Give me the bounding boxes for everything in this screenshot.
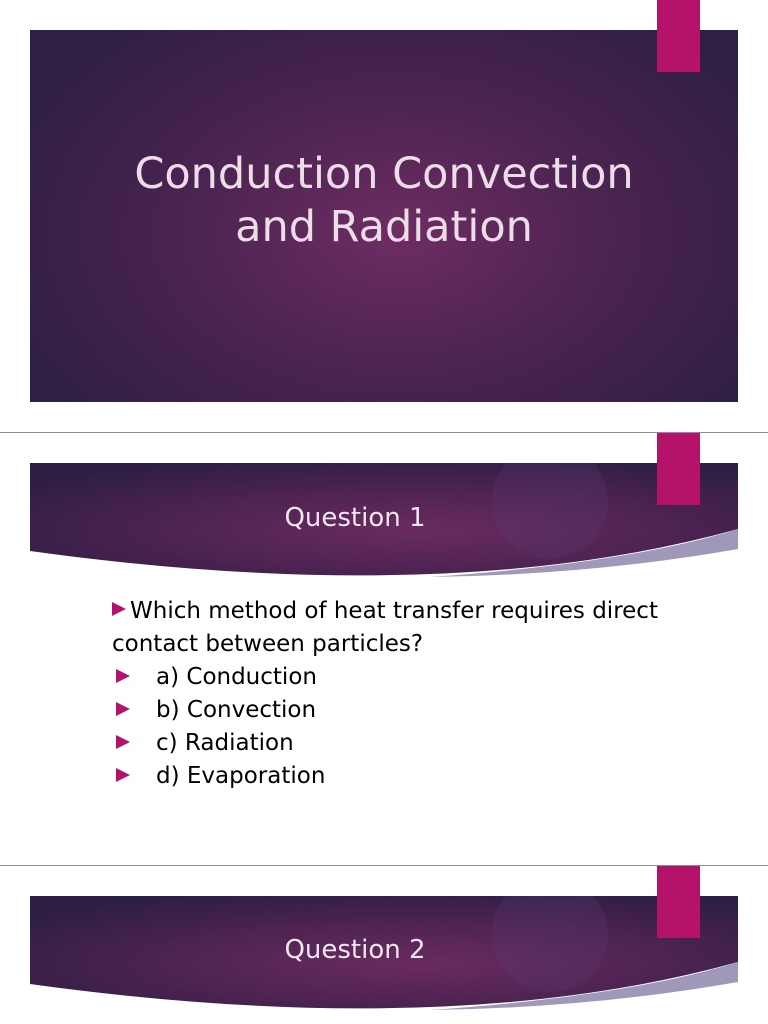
bookmark-ribbon bbox=[657, 866, 700, 938]
triangle-arrow-icon bbox=[116, 735, 130, 749]
answer-option-label: c) Radiation bbox=[156, 730, 294, 756]
answer-option-label: b) Convection bbox=[156, 697, 317, 723]
answer-options bbox=[112, 661, 712, 793]
answer-option-label: d) Evaporation bbox=[156, 763, 326, 789]
slide-title: Question 2 bbox=[284, 935, 426, 965]
triangle-arrow-icon bbox=[112, 602, 126, 616]
answer-option[interactable] bbox=[112, 694, 712, 727]
triangle-arrow-icon bbox=[116, 702, 130, 716]
slide-3-question-2[interactable] bbox=[0, 866, 768, 1024]
answer-option-label: a) Conduction bbox=[156, 664, 317, 690]
bookmark-ribbon bbox=[657, 0, 700, 72]
question-item bbox=[112, 595, 712, 661]
answer-option[interactable] bbox=[112, 661, 712, 694]
question-text: Which method of heat transfer requires direct contact between particles? bbox=[112, 598, 658, 657]
slide-title: Question 1 bbox=[284, 503, 426, 533]
slide-2-question-1[interactable] bbox=[0, 433, 768, 865]
triangle-arrow-icon bbox=[116, 768, 130, 782]
triangle-arrow-icon bbox=[116, 669, 130, 683]
slide-1-title[interactable] bbox=[0, 0, 768, 432]
question-content bbox=[112, 595, 712, 793]
answer-option[interactable] bbox=[112, 760, 712, 793]
answer-option[interactable] bbox=[112, 727, 712, 760]
bookmark-ribbon bbox=[657, 433, 700, 505]
presentation-title: Conduction Convection and Radiation bbox=[134, 149, 634, 252]
